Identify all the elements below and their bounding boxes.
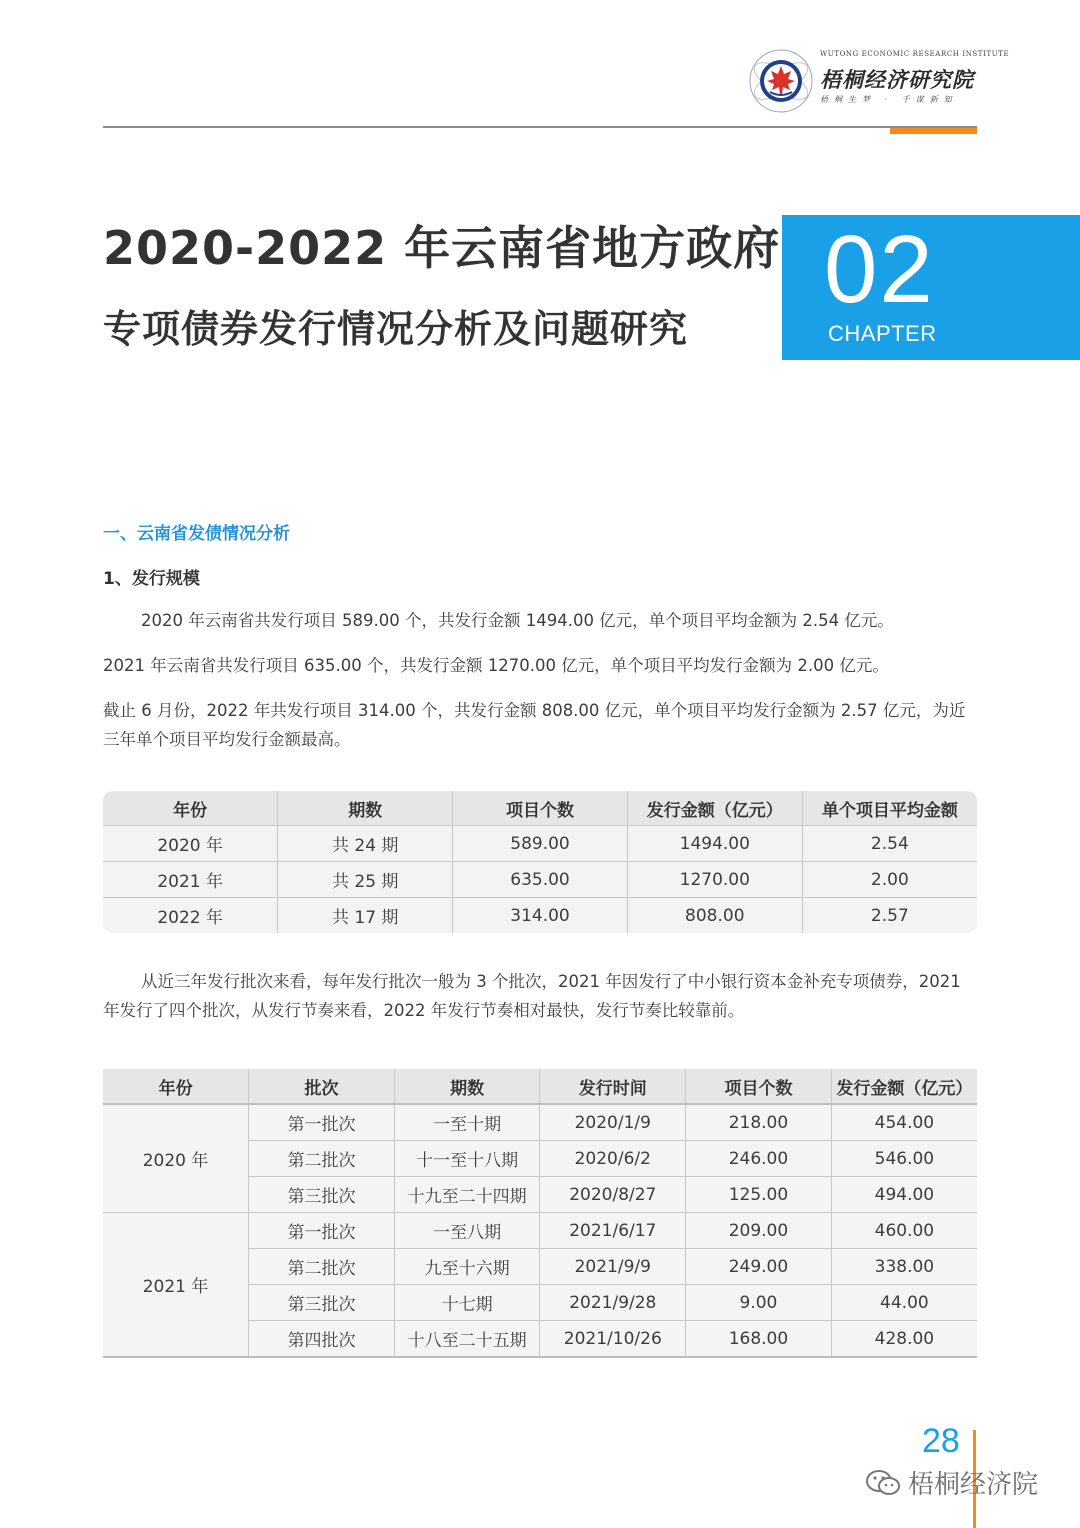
table-cell: 249.00 — [686, 1249, 832, 1285]
page-title-line-2: 专项债券发行情况分析及问题研究 — [103, 307, 689, 351]
column-header: 期数 — [278, 791, 453, 826]
table-cell: 2020/6/2 — [540, 1141, 686, 1177]
table-cell: 一至十期 — [394, 1104, 540, 1141]
column-header: 发行金额（亿元） — [627, 791, 802, 826]
column-header: 发行时间 — [540, 1069, 686, 1104]
table-cell: 494.00 — [831, 1177, 977, 1213]
table-cell: 44.00 — [831, 1285, 977, 1321]
year-cell: 2021 年 — [103, 1213, 249, 1358]
paragraph-2022: 截止 6 月份，2022 年共发行项目 314.00 个，共发行金额 808.00 亿元，单个项目平均发行金额为 2.57 亿元，为近三年单个项目平均发行金额最高。 — [103, 701, 966, 749]
table-cell: 125.00 — [686, 1177, 832, 1213]
table-cell: 168.00 — [686, 1321, 832, 1358]
institute-logo — [748, 44, 1010, 120]
table-cell: 2021/6/17 — [540, 1213, 686, 1249]
table-cell: 第四批次 — [249, 1321, 395, 1358]
table-cell: 246.00 — [686, 1141, 832, 1177]
table-cell: 一至八期 — [394, 1213, 540, 1249]
table-cell: 1270.00 — [627, 862, 802, 898]
header-accent-bar — [890, 128, 977, 134]
table-row — [103, 898, 977, 934]
sub-heading: 1、发行规模 — [103, 569, 200, 589]
table-cell: 2020 年 — [103, 826, 278, 862]
table-cell: 209.00 — [686, 1213, 832, 1249]
table-cell: 第二批次 — [249, 1249, 395, 1285]
table-cell: 2021/9/9 — [540, 1249, 686, 1285]
table-header-row — [103, 791, 977, 826]
watermark-label: 梧桐经济院 — [908, 1470, 1039, 1500]
table-cell: 十九至二十四期 — [394, 1177, 540, 1213]
page-title-line-1: 2020-2022 年云南省地方政府 — [103, 221, 781, 275]
table-cell: 428.00 — [831, 1321, 977, 1358]
header-divider — [103, 126, 977, 128]
column-header: 批次 — [249, 1069, 395, 1104]
table-cell: 2022 年 — [103, 898, 278, 934]
column-header: 年份 — [103, 791, 278, 826]
column-header: 期数 — [394, 1069, 540, 1104]
table-cell: 454.00 — [831, 1104, 977, 1141]
table-row — [103, 1104, 977, 1141]
table-cell: 546.00 — [831, 1141, 977, 1177]
table-cell: 808.00 — [627, 898, 802, 934]
table-cell: 460.00 — [831, 1213, 977, 1249]
table-cell: 218.00 — [686, 1104, 832, 1141]
table-cell: 1494.00 — [627, 826, 802, 862]
maple-leaf-seal-icon — [748, 48, 814, 114]
table-cell: 2021 年 — [103, 862, 278, 898]
table-cell: 2020/8/27 — [540, 1177, 686, 1213]
table-cell: 第二批次 — [249, 1141, 395, 1177]
table-cell: 2021/9/28 — [540, 1285, 686, 1321]
table-cell: 共 24 期 — [278, 826, 453, 862]
table-cell: 十一至十八期 — [394, 1141, 540, 1177]
issuance-batch-table — [103, 1069, 977, 1358]
paragraph-2021: 2021 年云南省共发行项目 635.00 个，共发行金额 1270.00 亿元，单个项目平均发行金额为 2.00 亿元。 — [103, 656, 889, 675]
table-cell: 589.00 — [453, 826, 628, 862]
table-row — [103, 1213, 977, 1249]
table-cell: 2020/1/9 — [540, 1104, 686, 1141]
chapter-number: 02 — [824, 216, 935, 323]
section-heading: 一、云南省发债情况分析 — [103, 524, 290, 544]
column-header: 项目个数 — [686, 1069, 832, 1104]
table-row — [103, 826, 977, 862]
paragraph-batches: 从近三年发行批次来看，每年发行批次一般为 3 个批次，2021 年因发行了中小银行资本金补充专项债券，2021 年发行了四个批次，从发行节奏来看，2022 年发行节奏相对最快，发行节奏比较靠前。 — [103, 972, 961, 1020]
logo-motto: 梧桐生梦 · 千谋新知 — [820, 95, 958, 104]
table-cell: 第一批次 — [249, 1213, 395, 1249]
table-header-row — [103, 1069, 977, 1104]
page-number: 28 — [922, 1422, 960, 1460]
table-cell: 2.00 — [802, 862, 977, 898]
table-cell: 338.00 — [831, 1249, 977, 1285]
table-row — [103, 862, 977, 898]
logo-chinese-name: 梧桐经济研究院 — [820, 67, 974, 92]
column-header: 单个项目平均金额 — [802, 791, 977, 826]
issuance-summary-table — [103, 791, 977, 933]
table-cell: 第三批次 — [249, 1285, 395, 1321]
chapter-badge — [782, 215, 1080, 360]
table-cell: 9.00 — [686, 1285, 832, 1321]
table-cell: 第一批次 — [249, 1104, 395, 1141]
table-cell: 635.00 — [453, 862, 628, 898]
table-cell: 共 17 期 — [278, 898, 453, 934]
table-cell: 2.54 — [802, 826, 977, 862]
watermark-text — [862, 1464, 1038, 1501]
table-cell: 2021/10/26 — [540, 1321, 686, 1358]
table-cell: 九至十六期 — [394, 1249, 540, 1285]
chapter-label: CHAPTER — [828, 321, 937, 346]
column-header: 项目个数 — [453, 791, 628, 826]
logo-english-name: WUTONG ECONOMIC RESEARCH INSTITUTE — [820, 50, 1010, 58]
table-cell: 2.57 — [802, 898, 977, 934]
table-cell: 共 25 期 — [278, 862, 453, 898]
table-cell: 第三批次 — [249, 1177, 395, 1213]
year-cell: 2020 年 — [103, 1104, 249, 1213]
column-header: 发行金额（亿元） — [831, 1069, 977, 1104]
table-cell: 十七期 — [394, 1285, 540, 1321]
table-cell: 314.00 — [453, 898, 628, 934]
column-header: 年份 — [103, 1069, 249, 1104]
table-cell: 十八至二十五期 — [394, 1321, 540, 1358]
paragraph-2020: 2020 年云南省共发行项目 589.00 个，共发行金额 1494.00 亿元，单个项目平均金额为 2.54 亿元。 — [141, 611, 894, 630]
